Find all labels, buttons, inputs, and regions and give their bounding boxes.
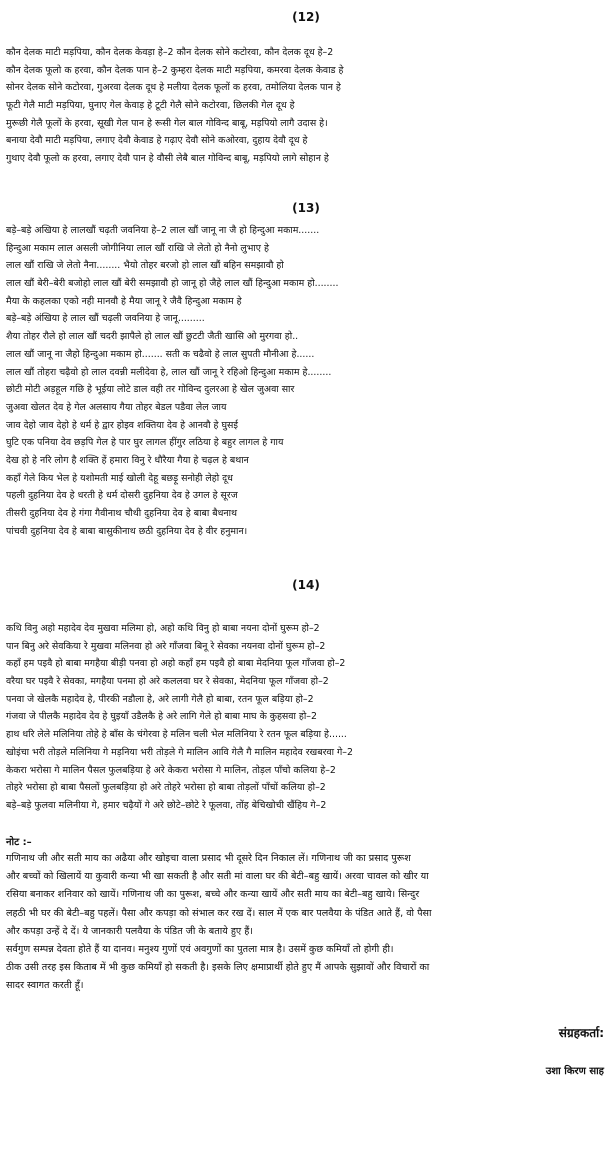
text-line: पनवा जे खेलकै महादेव हे, पीरकी नडौला हे, अरे लागी गेलै हो बाबा, रतन फूल बड़िया हो–2 [6, 693, 314, 705]
text-line: लाल खौं तोहरा चढ़ैवो हो लाल दवन्नी मलीदेवा हे, लाल खौं जानू रे रहिओ हिन्दुआ मकाम हे........ [6, 366, 332, 378]
section-12-song [6, 44, 606, 168]
compiler-name: उशा किरण साह [545, 1066, 604, 1077]
text-line: खोइंचा भरी तोड़ले मलिनिया गे मड़निया भरी तोड़ले गे मालिन आवि गेलै गै मालिन महादेव रखबरवा गे–2 [6, 746, 353, 758]
text-line: और बच्चों को खिलायें या कुवारी कन्या भी खा सकती है और सती मां वाला घर की बेटी–बहु खायें। अरवा चावल को खीर या [6, 871, 429, 883]
note-label: नोट :– [6, 837, 32, 848]
text-line: पान बिनु अरे सेवकिया रे मुखवा मलिनवा हो अरे गाँजवा बिनू रे सेवका नयनवा दोनों घुरूम हो–2 [6, 640, 326, 652]
compiler-label: संग्रहकर्ता: [558, 1026, 604, 1040]
text-line: सादर स्वागत करती हूँ। [6, 980, 84, 992]
section-14-song [6, 620, 606, 815]
text-line: सर्वगुण सम्पन्न देवता होते हैं या दानव। मनुश्य गुणों एवं अवगुणों का पुतला मात्र है। उसमें कुछ कमियाँ तो होगी ही। [6, 943, 394, 955]
text-line: मैया के कहलका एको नही मानवौ हे मैया जानू रे जैवै हिन्दुआ मकाम हे [6, 295, 242, 307]
text-line: फूटी गेलै माटी मड़पिया, घुनाए गेल केवाड़ हे टूटी गेलै सोने कटोरवा, छिलकी गेल दूध हे [6, 100, 295, 112]
section-12-title: (12) [292, 10, 320, 24]
text-line: कहाँ हम पइवै हो बाबा मगहैया बीड़ी पनवा हो अहो कहाँ हम पइवै हो बाबा मेदनिया फूल गाँजवा हो–2 [6, 658, 346, 670]
text-line: लहठी भी घर की बेटी–बहु पहलें। पैसा और कपड़ा को संभाल कर रख दें। साल में एक बार पलवैया के पंडित आते हैं, वो पैसा [6, 907, 432, 919]
text-line: हाथ धरि लेले मलिनिया तोहे हे बाँस के चंगेरवा हे मलिन चली भेल मलिनिया रे रतन फूल बड़िया हे...... [6, 729, 347, 741]
text-line: तीसरी दुहनिया देव हे गंगा गैवीनाथ चौथी दुहनिया देव हे बाबा बैधनाथ [6, 508, 238, 519]
text-line: बड़े–बड़े अखिया हे लालखौं चढ़ती जवनिया हे–2 लाल खौं जानू ना जै हो हिन्दुआ मकाम....... [6, 225, 320, 236]
text-line: ठीक उसी तरह इस किताब में भी कुछ कमियाँ हो सकती है। इसके लिए क्षमाप्रार्थी होते हुए मैं आपके सुझावों और विचारों का [6, 962, 430, 974]
text-line: बड़े–बड़े अंखिया हे लाल खौं चढ़ली जवनिया हे जानू......... [6, 313, 205, 325]
text-line: पांचवी दुहनिया देव हे बाबा बासुकीनाथ छठी दुहनिया देव हे वीर हनुमान। [6, 525, 248, 537]
text-line: बनाया देवौ माटी मड़पिया, लगाए देवौ केवाड हे गढ़ाए देवौ सोने कओरवा, दुहाय देवौ दूध हे [6, 135, 308, 147]
text-line: पहली दुहनिया देव हे धरती हे धर्म दोसरी दुहनिया देव हे उगल हे सूरज [6, 490, 238, 502]
text-line: मुरूछी गेलै फूलों के हरवा, सूखी गेल पान हे रूसी गेल बाल गोविन्द बाबू, मड़पियो लागै उदास हे। [6, 117, 328, 129]
text-line: देख हो हे नरि लोग है शक्ति हें हमारा विनु रे धौरैया गैया हे चढ़ल हे बथान [6, 454, 249, 466]
text-line: गुथाए देवौ फूलो क हरवा, लगाए देवौ पान हे वौसी लेबै बाल गोविन्द बाबू, मड़पियो लागे सोहान हे [6, 153, 329, 165]
text-line: गणिनाथ जी और सती माय का अढैया और खोइचा वाला प्रसाद भी दूसरे दिन निकाल लें। गणिनाथ जी का प्रसाद पुरूश [6, 853, 411, 864]
text-line: बड़े–बड़े फुलवा मलिनीया गे, हमार चढ़ैयों गे अरे छोटे–छोटे रे फूलवा, तोंह बेचिखोची खैंहिय गे–2 [6, 799, 327, 811]
section-14-title: (14) [292, 578, 320, 592]
text-line: केकरा भरोसा गे मालिन पैसल फुलबड़िया हे अरे केकरा भरोसा गे मालिन, तोड़ल पाँचो कलिया हे–2 [6, 764, 336, 776]
text-line: सोनर देलक सोने कटोरवा, गुअरवा देलक दूध हे मलीया देलक फूलों क हरवा, तमोलिया देलक पान हे [6, 82, 341, 94]
text-line: तोहरे भरोसा हो बाबा पैसलों फुलबड़िया हो अरे तोहरे भरोसा हो बाबा तोड़लों पाँचों कलिया हो–2 [6, 782, 326, 794]
text-line: जाव देहो जाव देहो हे धर्म हे द्वार होइव शक्तिया देव हे आनवौ हे घुसई [6, 419, 238, 431]
text-line: कौन देलक फूलो क हरवा, कौन देलक पान हे–2 कुम्हरा देलक माटी मड़पिया, कमरवा देलक केवाड हे [6, 64, 344, 76]
text-line: कहाँ गेले किय भेल हे यशोमती माई खोली देहू बछड़ू सनोही लेहो दूध [6, 472, 233, 484]
section-13-title: (13) [292, 201, 320, 215]
text-line: कथि विनु अहो महादेव देव मुखवा मलिमा हो, अहो कथि विनु हो बाबा नयना दोनों घुरूम हो–2 [6, 623, 320, 634]
text-line: कौन देलक माटी मड़पिया, कौन देलक केवड़ा हे–2 कौन देलक सोने कटोरवा, कौन देलक दूध हे–2 [6, 47, 334, 58]
text-line: लाल खौं बेरी–बेरी बजोहो लाल खौं बेरी समझावौ हो जानू हो जैहे लाल खौं हिन्दुआ मकाम हो........ [6, 278, 339, 290]
text-line: हिन्दुआ मकाम लाल असली जोगीनिया लाल खौं राखि जे लेतो हो नैनो लुभाए हे [6, 242, 269, 254]
text-line: लाल खौं राखि जे लेतो नैना........ भैयो तोहर बरजो हो लाल खौं बहिन समझावौ हो [6, 260, 284, 272]
text-line: गंजवा जे पीलकै महादेव देव हे घुइयाँ उडैलकै हे अरे लागि गेले हो बाबा माघ के कुहसवा हो–2 [6, 711, 317, 723]
section-13-song [6, 222, 606, 540]
text-line: लाल खौं जानू ना जैहो हिन्दुआ मकाम हो....... सती क चढैवो हे लाल सुपती मौनीआ हे...... [6, 348, 315, 360]
text-line: रसिया बनाकर शनिवार को खायें। गणिनाथ जी का पुरूश, बच्चे और कन्या खायें और सती माय का बेटी–बहु खाये। सिन्दुर [6, 889, 420, 901]
text-line: घुटि एक पनिया देव छड़पि गेल हे पार घुर लागल हींगुर लठिया हे बहुर लागल हे गाय [6, 437, 284, 449]
text-line: शैया तोहर रौले हो लाल खौं चदरी झापैले हो लाल खौं छुटटी जैती खासि ओ मुरगवा हो.. [6, 331, 299, 343]
text-line: और कपड़ा उन्हें दे दें। ये जानकारी पलवैया के पंडित जी के बताये हुए हैं। [6, 925, 254, 937]
text-line: छोटी मोटी अड़हूल गछि हे भूईया लोटे डाल वही तर गोविन्द दुलरआ हे खेल जुअवा सार [6, 384, 295, 396]
text-line: जुअवा खेलत देव हे गेल अलसाय गैया तोहर बेडल पडैवा लेल जाय [6, 401, 227, 413]
text-line: वरैया घर पइवै रे सेवका, मगहैया पनमा हो अरे कललवा घर रे सेवका, मेदनिया फूल गाँजवा हो–2 [6, 676, 329, 688]
note-paragraph [6, 850, 606, 996]
